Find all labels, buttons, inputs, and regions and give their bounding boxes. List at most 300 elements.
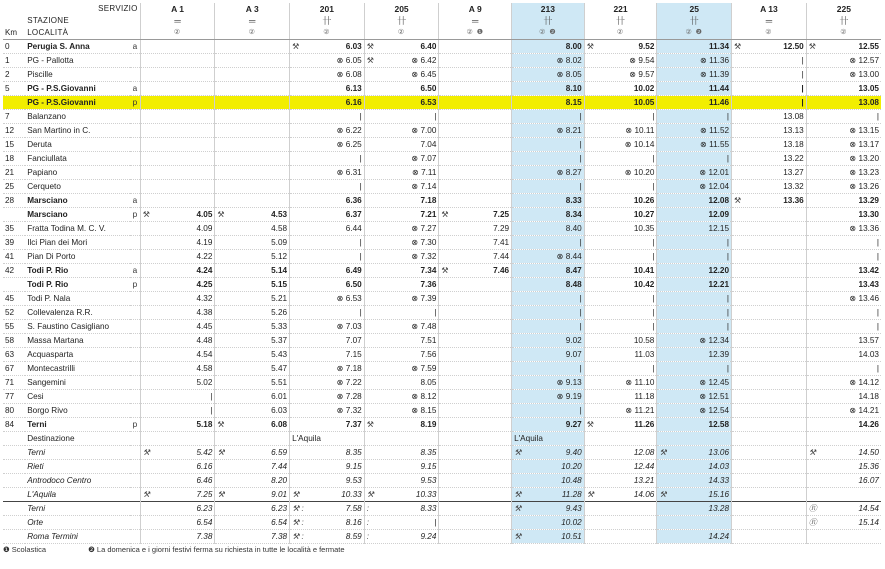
time-value: 13.57 [858, 336, 879, 345]
time-cell [512, 278, 585, 292]
time-cell [584, 376, 657, 390]
time-value: 5.18 [196, 420, 213, 429]
time-cell [657, 516, 732, 530]
time-value: 13.36 [783, 196, 804, 205]
time-cell [732, 166, 807, 180]
class-badge: ② [806, 27, 881, 40]
time-cell [290, 390, 365, 404]
time-cell [732, 278, 807, 292]
time-cell [290, 306, 365, 320]
time-value: 4.32 [196, 294, 213, 303]
time-value: 11.44 [709, 84, 730, 93]
time-value: 14.03 [708, 462, 730, 471]
table-row [3, 516, 881, 530]
time-cell [215, 96, 290, 110]
time-value: ⊗ 8.05 [556, 70, 582, 79]
time-value: 8.16 [345, 518, 362, 527]
time-value: | [801, 98, 804, 107]
time-value: ⊗ 13.46 [849, 294, 879, 303]
time-value: 7.56 [420, 350, 437, 359]
station-name: Balanzano [25, 110, 130, 124]
cell-symbol: ⚒ [808, 42, 816, 51]
time-value: 14.26 [858, 420, 879, 429]
time-cell [140, 124, 215, 138]
time-cell [512, 334, 585, 348]
time-value: ⊗ 8.12 [411, 392, 437, 401]
cell-symbol: ⚒ [217, 490, 225, 499]
time-cell [215, 418, 290, 432]
time-value: | [579, 238, 582, 247]
time-cell [584, 96, 657, 110]
arr-dep-marker [130, 488, 140, 502]
time-cell [364, 278, 439, 292]
table-row [3, 446, 881, 460]
time-cell [657, 152, 732, 166]
servizio-label: SERVIZIO [98, 4, 138, 13]
time-cell [439, 530, 512, 544]
km-value: 42 [3, 264, 25, 278]
table-row [3, 96, 881, 110]
time-cell [584, 236, 657, 250]
time-cell [657, 502, 732, 516]
time-cell [290, 82, 365, 96]
time-cell [439, 320, 512, 334]
time-value: 8.20 [271, 476, 288, 485]
time-cell [215, 474, 290, 488]
time-cell [512, 82, 585, 96]
time-value: ⊗ 7.11 [411, 168, 437, 177]
time-cell [290, 320, 365, 334]
time-cell [657, 460, 732, 474]
time-cell [657, 82, 732, 96]
time-cell [584, 488, 657, 502]
table-row [3, 166, 881, 180]
time-cell [512, 194, 585, 208]
time-value: | [726, 112, 730, 121]
station-name: Pian Di Porto [25, 250, 130, 264]
time-value: 10.33 [341, 490, 362, 499]
time-cell [364, 124, 439, 138]
time-cell [512, 376, 585, 390]
table-row [3, 250, 881, 264]
table-row [3, 488, 881, 502]
arr-dep-marker [130, 404, 140, 418]
time-value: ⊗ 8.44 [556, 252, 582, 261]
time-cell [584, 530, 657, 544]
table-row [3, 278, 881, 292]
time-cell [364, 348, 439, 362]
time-value: 14.03 [858, 350, 879, 359]
time-value: 7.51 [420, 336, 437, 345]
time-value: 9.27 [565, 420, 582, 429]
arr-dep-marker [130, 292, 140, 306]
time-cell [512, 460, 585, 474]
time-cell [732, 446, 807, 460]
time-cell [657, 404, 732, 418]
time-cell [657, 208, 732, 222]
time-cell [140, 488, 215, 502]
time-cell [215, 152, 290, 166]
time-value: 7.38 [196, 532, 213, 541]
time-value: 13.22 [783, 154, 804, 163]
time-cell [364, 418, 439, 432]
time-cell [806, 96, 881, 110]
time-cell [806, 502, 881, 516]
time-value: | [652, 252, 655, 261]
time-cell [806, 460, 881, 474]
time-cell [732, 68, 807, 82]
time-value: ⊗ 7.59 [411, 364, 437, 373]
time-cell [512, 96, 585, 110]
time-cell [290, 446, 365, 460]
time-value: 8.05 [420, 378, 437, 387]
time-cell [290, 54, 365, 68]
arr-dep-marker: a [130, 194, 140, 208]
time-cell [140, 292, 215, 306]
time-cell [215, 446, 290, 460]
time-value: ⊗ 7.32 [411, 252, 437, 261]
vehicle-icon: ═ [140, 15, 215, 27]
time-cell [140, 516, 215, 530]
time-cell [512, 446, 585, 460]
time-value: ⊗ 7.28 [336, 392, 362, 401]
time-cell [732, 110, 807, 124]
time-value: 5.02 [196, 378, 213, 387]
time-cell [439, 54, 512, 68]
time-cell [439, 208, 512, 222]
time-cell [290, 166, 365, 180]
cell-symbol: ⚒ [514, 504, 522, 513]
arr-dep-marker [130, 334, 140, 348]
time-value: 15.36 [858, 462, 879, 471]
time-cell [439, 516, 512, 530]
time-cell [439, 96, 512, 110]
station-name: Todi P. Rio [25, 264, 130, 278]
time-cell [364, 82, 439, 96]
service-id: A 9 [439, 3, 512, 15]
time-cell [806, 390, 881, 404]
arr-dep-marker: a [130, 82, 140, 96]
time-cell [290, 124, 365, 138]
km-value: 12 [3, 124, 25, 138]
time-cell [512, 516, 585, 530]
km-value: 55 [3, 320, 25, 334]
arr-dep-marker [130, 516, 140, 530]
time-value: ⊗ 8.02 [556, 56, 582, 65]
time-cell [215, 502, 290, 516]
time-value: 12.39 [708, 350, 730, 359]
time-cell [140, 138, 215, 152]
time-cell [364, 54, 439, 68]
station-name: Fanciullata [25, 152, 130, 166]
station-name: Ilci Pian dei Mori [25, 236, 130, 250]
time-cell [215, 194, 290, 208]
time-cell [364, 292, 439, 306]
time-value: ⊗ 6.53 [336, 294, 362, 303]
table-row [3, 152, 881, 166]
time-value: ⊗ 12.51 [699, 392, 730, 401]
cell-symbol: : [366, 504, 369, 513]
header-row-localita [3, 27, 881, 40]
time-value: | [652, 238, 655, 247]
time-cell [732, 82, 807, 96]
km-value: 5 [3, 82, 25, 96]
time-cell [512, 166, 585, 180]
station-name: Piscille [25, 68, 130, 82]
time-cell [512, 320, 585, 334]
time-cell [215, 278, 290, 292]
time-value: | [579, 182, 582, 191]
time-value: 9.24 [420, 532, 437, 541]
table-row [3, 390, 881, 404]
cell-symbol: ⚒ [659, 490, 667, 499]
footnote-scolastica: ❶ Scolastica [3, 545, 46, 554]
time-value: | [579, 308, 582, 317]
time-value: 10.42 [633, 280, 655, 289]
vehicle-icon: ═ [439, 15, 512, 27]
km-value: 45 [3, 292, 25, 306]
time-cell [657, 278, 732, 292]
time-cell [439, 194, 512, 208]
time-value: 7.34 [420, 266, 437, 275]
time-value: 11.34 [709, 42, 730, 51]
time-cell [364, 516, 439, 530]
time-cell [364, 138, 439, 152]
time-value: ⊗ 9.13 [556, 378, 582, 387]
time-cell [584, 404, 657, 418]
time-cell [657, 320, 732, 334]
time-cell [806, 306, 881, 320]
time-value: ⊗ 10.11 [625, 126, 655, 135]
time-cell [140, 166, 215, 180]
cell-symbol: ⚒ [514, 448, 522, 457]
station-name: S. Faustino Casigliano [25, 320, 130, 334]
time-value: 6.54 [271, 518, 288, 527]
time-cell [364, 236, 439, 250]
table-row [3, 292, 881, 306]
table-row [3, 348, 881, 362]
arr-dep-marker [130, 138, 140, 152]
time-cell [512, 152, 585, 166]
arr-dep-marker: a [130, 40, 140, 54]
time-value: 6.50 [345, 280, 362, 289]
arr-dep-marker [130, 530, 140, 544]
table-row [3, 264, 881, 278]
station-name: Terni [25, 418, 130, 432]
cell-symbol: ⚒ [217, 420, 225, 429]
time-value: 9.01 [271, 490, 288, 499]
time-cell [732, 376, 807, 390]
time-cell [140, 502, 215, 516]
time-value: | [652, 322, 655, 331]
time-cell [584, 390, 657, 404]
time-cell [584, 222, 657, 236]
table-row [3, 362, 881, 376]
time-cell [806, 194, 881, 208]
time-cell [657, 446, 732, 460]
station-name: Cerqueto [25, 180, 130, 194]
station-name: Todi P. Rio [25, 278, 130, 292]
time-value: 13.18 [783, 140, 804, 149]
service-id: 25 [657, 3, 732, 15]
table-row [3, 460, 881, 474]
time-cell [215, 222, 290, 236]
time-cell [140, 82, 215, 96]
time-value: 5.37 [271, 336, 288, 345]
time-cell [584, 320, 657, 334]
time-cell [140, 376, 215, 390]
time-cell [512, 488, 585, 502]
time-cell [290, 376, 365, 390]
destination-name [439, 432, 512, 446]
time-value: ⊗ 6.31 [336, 168, 362, 177]
arr-dep-marker [130, 460, 140, 474]
time-cell [732, 488, 807, 502]
time-cell [439, 474, 512, 488]
time-value: 7.46 [493, 266, 510, 275]
km-value: 2 [3, 68, 25, 82]
time-value: 7.04 [420, 140, 437, 149]
time-value: 4.58 [271, 224, 288, 233]
arr-dep-marker [130, 124, 140, 138]
time-value: | [801, 70, 804, 79]
time-cell [364, 404, 439, 418]
cell-symbol: ⚒ [586, 42, 594, 51]
cell-symbol: : [366, 532, 369, 541]
time-value: 13.28 [708, 504, 730, 513]
time-cell [512, 390, 585, 404]
time-cell [290, 236, 365, 250]
time-value: 5.47 [271, 364, 288, 373]
time-value: ⊗ 12.54 [699, 406, 730, 415]
time-value: ⊗ 7.14 [411, 182, 437, 191]
time-cell [215, 166, 290, 180]
time-cell [140, 418, 215, 432]
time-value: 8.00 [565, 42, 582, 51]
cell-symbol: ⚒ [366, 56, 374, 65]
time-cell [140, 152, 215, 166]
time-value: 6.08 [271, 420, 288, 429]
time-cell [140, 460, 215, 474]
time-value: 10.02 [561, 518, 582, 527]
time-value: 6.13 [345, 84, 362, 93]
table-row [3, 208, 881, 222]
time-cell [657, 390, 732, 404]
station-name: Terni [25, 446, 130, 460]
km-value [3, 460, 25, 474]
cell-symbol: ⚒ [217, 210, 225, 219]
time-value: 6.36 [345, 196, 362, 205]
time-value: 5.14 [271, 266, 288, 275]
time-cell [290, 488, 365, 502]
time-cell [732, 362, 807, 376]
time-value: ⊗ 13.00 [849, 70, 879, 79]
table-row [3, 376, 881, 390]
time-cell [290, 180, 365, 194]
time-value: 8.34 [565, 210, 582, 219]
time-cell [806, 516, 881, 530]
time-cell [215, 488, 290, 502]
vehicle-icon: 卄 [512, 15, 585, 27]
footnote-festivi: ❷ La domenica e i giorni festivi ferma su richiesta in tutte le località e fermate [88, 545, 345, 554]
time-value: 13.29 [858, 196, 879, 205]
time-cell [364, 208, 439, 222]
arr-dep-marker [130, 306, 140, 320]
time-cell [657, 306, 732, 320]
km-value [3, 488, 25, 502]
time-cell [290, 460, 365, 474]
time-cell [290, 348, 365, 362]
km-value: 63 [3, 348, 25, 362]
time-cell [364, 474, 439, 488]
time-cell [512, 110, 585, 124]
footnotes [3, 545, 385, 554]
time-cell [732, 530, 807, 544]
time-cell [584, 166, 657, 180]
time-cell [657, 236, 732, 250]
time-value: 6.16 [345, 98, 362, 107]
time-cell [290, 292, 365, 306]
cell-symbol: ⚒ [366, 420, 374, 429]
time-cell [364, 390, 439, 404]
time-value: 16.07 [858, 476, 879, 485]
table-row [3, 138, 881, 152]
time-cell [732, 124, 807, 138]
time-cell [439, 40, 512, 54]
class-badge: ② [732, 27, 807, 40]
arr-dep-marker [130, 166, 140, 180]
time-cell [439, 68, 512, 82]
time-value: 10.27 [633, 210, 655, 219]
time-cell [364, 530, 439, 544]
time-value: 13.27 [783, 168, 804, 177]
time-value: 8.48 [565, 280, 582, 289]
time-value: | [579, 406, 582, 415]
time-value: | [726, 294, 730, 303]
time-cell [439, 488, 512, 502]
time-cell [657, 530, 732, 544]
time-cell [584, 362, 657, 376]
station-name: San Martino in C. [25, 124, 130, 138]
time-value: 4.19 [196, 238, 213, 247]
time-cell [439, 292, 512, 306]
time-cell [215, 250, 290, 264]
time-value: 11.26 [634, 420, 655, 429]
time-value: 4.53 [271, 210, 288, 219]
cell-symbol: ⚒ [441, 210, 449, 219]
time-value: 10.48 [561, 476, 582, 485]
station-name: Perugia S. Anna [25, 40, 130, 54]
time-value: 12.58 [708, 420, 730, 429]
arr-dep-marker [130, 68, 140, 82]
time-cell [806, 152, 881, 166]
time-cell [215, 306, 290, 320]
time-value: 12.50 [783, 42, 804, 51]
km-value [3, 516, 25, 530]
km-value: 52 [3, 306, 25, 320]
time-value: | [726, 308, 730, 317]
time-value: ⊗ 7.48 [411, 322, 437, 331]
time-value: 7.21 [420, 210, 437, 219]
time-cell [290, 96, 365, 110]
destination-name [140, 432, 215, 446]
time-cell [657, 334, 732, 348]
arr-dep-marker [130, 110, 140, 124]
time-value: 4.05 [196, 210, 213, 219]
time-cell [290, 194, 365, 208]
time-value: ⊗ 7.39 [411, 294, 437, 303]
time-cell [140, 278, 215, 292]
